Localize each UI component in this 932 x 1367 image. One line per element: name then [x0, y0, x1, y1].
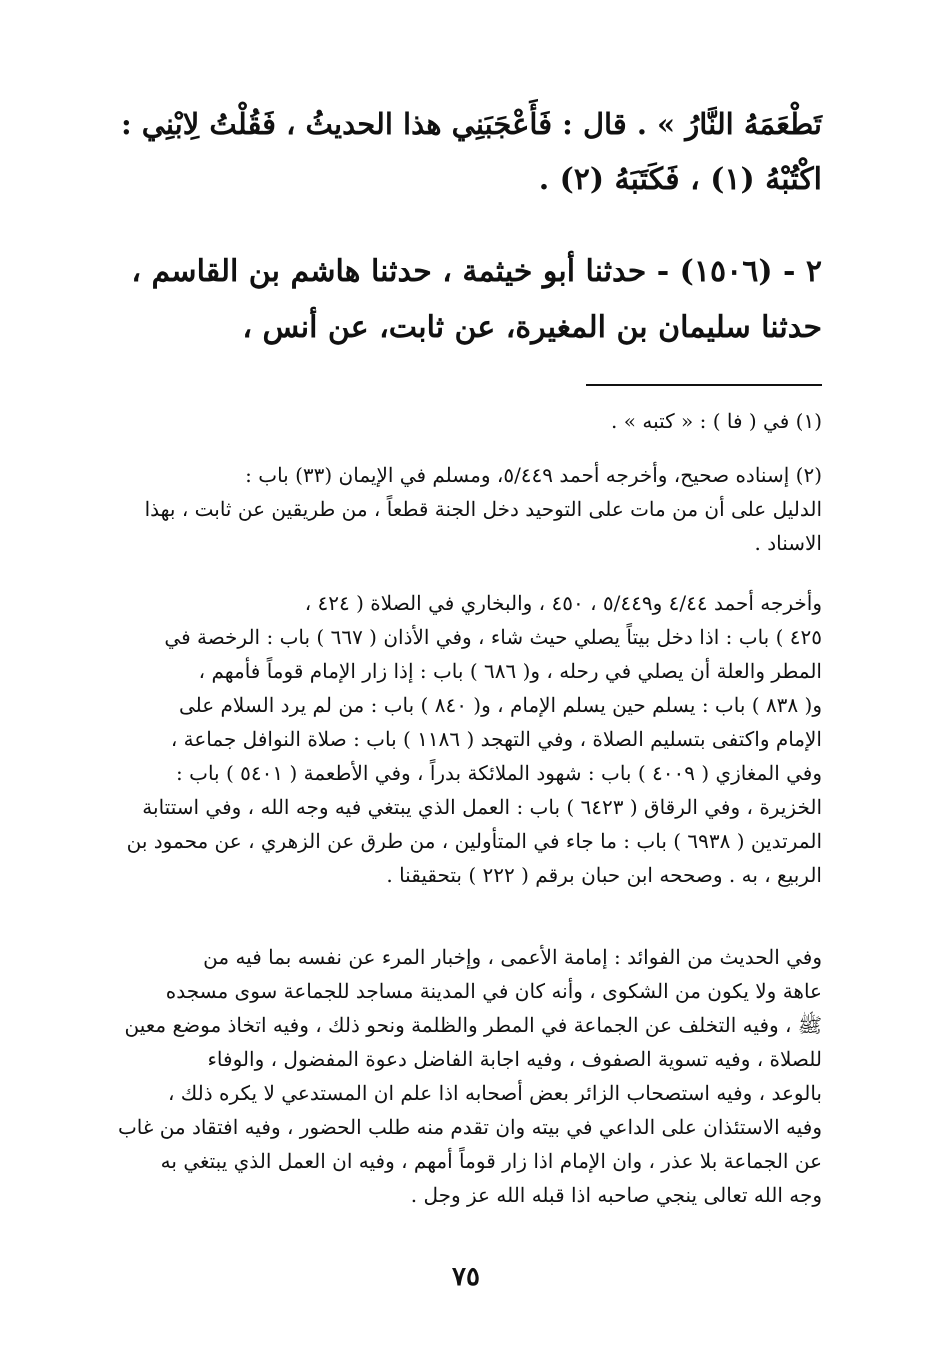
footnote-line: (١) في ( فا ) : « كتبه » .: [611, 409, 822, 433]
footnote-line: عن الجماعة بلا عذر ، وان الإمام اذا زار قوماً أمهم ، وفيه ان العمل الذي يبتغي به: [160, 1149, 822, 1173]
footnote-2-references: [112, 586, 822, 892]
footnote-hadith-benefits: [112, 940, 822, 1212]
main-text-line: اكْتُبْهُ (١) ، فَكَتَبَهُ (٢) .: [538, 162, 822, 197]
footnote-line: الربيع ، به . وصححه ابن حبان برقم ( ٢٢٢ ) بتحقيقنا .: [386, 863, 822, 887]
footnote-line: عاهة ولا يكون من الشكوى ، وأنه كان في المدينة مساجد للجماعة سوى مسجده: [165, 979, 822, 1003]
hadith-line: حدثنا سليمان بن المغيرة، عن ثابت، عن أنس ،: [242, 310, 822, 345]
footnote-line: المرتدين ( ٦٩٣٨ ) باب : ما جاء في المتأولين ، من طرق عن الزهري ، عن محمود بن: [126, 829, 822, 853]
footnote-line: وفي الحديث من الفوائد : إمامة الأعمى ، وإخبار المرء عن نفسه بما فيه من: [203, 945, 822, 969]
footnote-2: [112, 458, 822, 560]
page-number: ٧٥: [452, 1262, 480, 1292]
footnote-line: للصلاة ، وفيه تسوية الصفوف ، وفيه اجابة الفاضل دعوة المفضول ، والوفاء: [207, 1047, 822, 1071]
main-text-continuation: [110, 96, 822, 208]
footnote-separator: [586, 384, 822, 386]
footnote-line: وأخرجه أحمد ٤/٤٤ و٥/٤٤٩ ، ٤٥٠ ، والبخاري في الصلاة ( ٤٢٤ ،: [304, 591, 822, 615]
hadith-line: ٢ - (١٥٠٦) - حدثنا أبو خيثمة ، حدثنا هاشم بن القاسم ،: [131, 254, 822, 289]
footnote-line: (٢) إسناده صحيح، وأخرجه أحمد ٥/٤٤٩، ومسلم في الإيمان (٣٣) باب :: [245, 463, 822, 487]
footnote-line: وفي المغازي ( ٤٠٠٩ ) باب : شهود الملائكة بدراً ، وفي الأطعمة ( ٥٤٠١ ) باب :: [176, 761, 822, 785]
footnote-line: الخزيرة ، وفي الرقاق ( ٦٤٢٣ ) باب : العمل الذي يبتغي فيه وجه الله ، وفي استتابة: [142, 795, 822, 819]
main-text-line: تَطْعَمَهُ النَّارُ » . قال : فَأَعْجَبَنِي هذا الحديثُ ، فَقُلْتُ لِابْنِي :: [120, 107, 822, 141]
footnote-line: وفيه الاستئذان على الداعي في بيته وان تقدم منه طلب الحضور ، وفيه افتقاد من غاب: [117, 1115, 822, 1139]
footnote-line: الإمام واكتفى بتسليم الصلاة ، وفي التهجد ( ١١٨٦ ) باب : صلاة النوافل جماعة ،: [170, 727, 822, 751]
footnote-line: بالوعد ، وفيه استصحاب الزائر بعض أصحابه اذا علم ان المستدعي لا يكره ذلك ،: [167, 1081, 822, 1105]
footnote-1: [112, 404, 822, 438]
footnote-line: الدليل على أن من مات على التوحيد دخل الجنة قطعاً ، من طريقين عن ثابت ، بهذا: [144, 497, 822, 521]
footnote-line: وجه الله تعالى ينجي صاحبه اذا قبله الله عز وجل .: [410, 1183, 822, 1207]
footnote-line: المطر والعلة أن يصلي في رحله ، و( ٦٨٦ ) باب : إذا زار الإمام قوماً فأمهم ،: [198, 659, 822, 683]
footnote-line: ﷺ ، وفيه التخلف عن الجماعة في المطر والظلمة ونحو ذلك ، وفيه اتخاذ موضع معين: [124, 1013, 822, 1037]
footnote-line: و( ٨٣٨ ) باب : يسلم حين يسلم الإمام ، و( ٨٤٠ ) باب : من لم يرد السلام على: [178, 693, 822, 717]
footnote-line: ٤٢٥ ) باب : اذا دخل بيتاً يصلي حيث شاء ، وفي الأذان ( ٦٦٧ ) باب : الرخصة في: [164, 625, 822, 649]
hadith-isnad: [110, 244, 822, 356]
footnote-line: الاسناد .: [754, 531, 822, 555]
